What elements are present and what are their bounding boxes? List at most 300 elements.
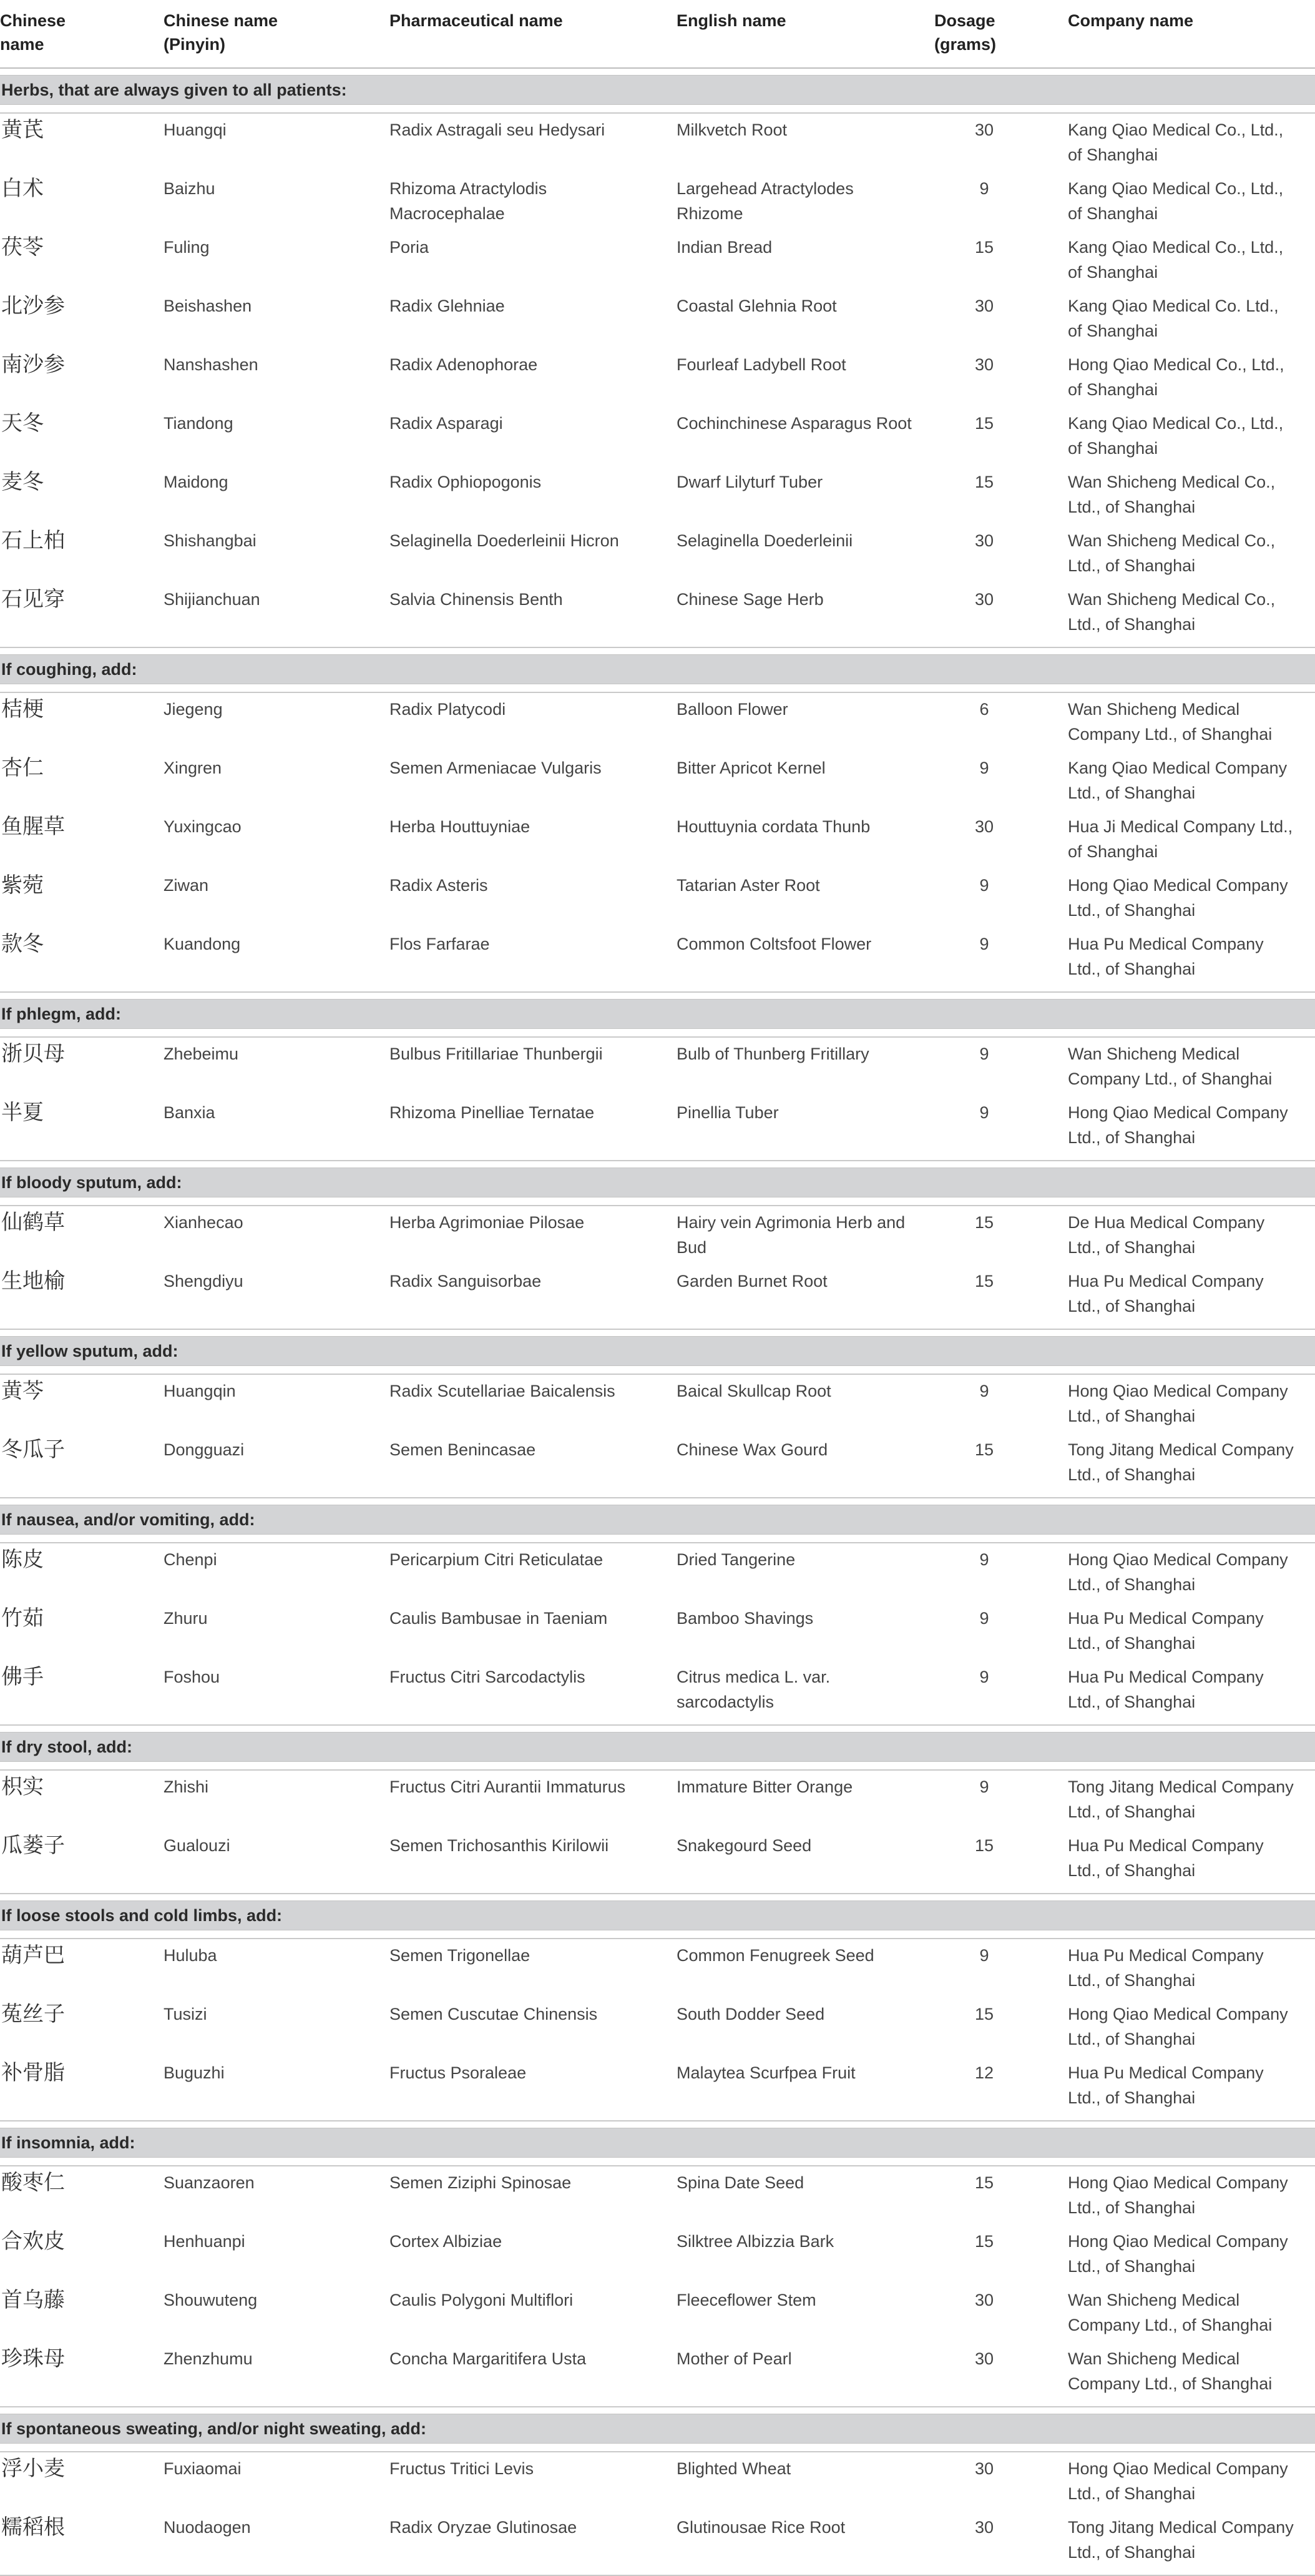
section-gap-row (0, 1366, 1315, 1375)
pharmaceutical-name-cell: Radix Asparagi (389, 414, 503, 433)
spacer-row (0, 1329, 1315, 1337)
company-name-cell: Hong Qiao Medical Company Ltd., of Shanghai (1068, 2232, 1288, 2276)
english-name-cell: Tatarian Aster Root (677, 876, 820, 895)
header-pinyin: Chinese name (Pinyin) (164, 0, 389, 68)
herb-row (0, 407, 1315, 466)
pharmaceutical-name-cell: Radix Asteris (389, 876, 488, 895)
english-name-cell: Dwarf Lilyturf Tuber (677, 473, 823, 491)
chinese-name-cell: 冬瓜子 (1, 1437, 65, 1462)
herb-row (0, 1939, 1315, 1998)
section-title: If yellow sputum, add: (0, 1337, 1315, 1366)
herb-row (0, 810, 1315, 869)
company-name-cell: Kang Qiao Medical Co., Ltd., of Shanghai (1068, 238, 1284, 282)
pinyin-cell: Baizhu (164, 179, 215, 198)
english-name-cell: Glutinousae Rice Root (677, 2518, 846, 2537)
section-gap-cell (0, 2444, 1315, 2452)
english-name-cell: Houttuynia cordata Thunb (677, 817, 871, 836)
spacer-cell (0, 68, 1315, 76)
pinyin-cell: Jiegeng (164, 700, 223, 719)
section-header-row (0, 1168, 1315, 1197)
section-end-cell (0, 2570, 1315, 2575)
english-name-cell: Immature Bitter Orange (677, 1777, 853, 1796)
spacer-row (0, 2407, 1315, 2414)
english-name-cell: Indian Bread (677, 238, 773, 257)
dosage-cell: 15 (974, 1440, 994, 1459)
dosage-cell: 9 (979, 935, 989, 953)
herb-row (0, 1602, 1315, 1661)
dosage-cell: 9 (979, 1550, 989, 1569)
dosage-cell: 15 (974, 238, 994, 257)
pharmaceutical-name-cell: Radix Scutellariae Baicalensis (389, 1382, 615, 1400)
pinyin-cell: Suanzaoren (164, 2173, 255, 2192)
section-gap-cell (0, 1366, 1315, 1375)
chinese-name-cell: 竹茹 (1, 1606, 44, 1631)
company-name-cell: Hua Pu Medical Company Ltd., of Shanghai (1068, 1668, 1264, 1711)
pinyin-cell: Shishangbai (164, 531, 257, 550)
english-name-cell: Chinese Wax Gourd (677, 1440, 828, 1459)
table-body (0, 68, 1315, 2575)
section-end-row (0, 2401, 1315, 2407)
chinese-name-cell: 陈皮 (1, 1547, 44, 1572)
section-gap-cell (0, 1029, 1315, 1038)
section-title: If insomnia, add: (0, 2128, 1315, 2158)
chinese-name-cell: 补骨脂 (1, 2060, 65, 2085)
pinyin-cell: Fuling (164, 238, 210, 257)
pinyin-cell: Gualouzi (164, 1836, 230, 1855)
section-gap-row (0, 1029, 1315, 1038)
section-title: Herbs, that are always given to all patients: (0, 76, 1315, 105)
chinese-name-cell: 石上柏 (1, 528, 65, 553)
dosage-cell: 15 (974, 1272, 994, 1290)
pharmaceutical-name-cell: Semen Cuscutae Chinensis (389, 2005, 598, 2023)
english-name-cell: Fourleaf Ladybell Root (677, 355, 846, 374)
dosage-cell: 30 (974, 2518, 994, 2537)
company-name-cell: Hua Pu Medical Company Ltd., of Shanghai (1068, 1836, 1264, 1880)
dosage-cell: 30 (974, 120, 994, 139)
chinese-name-cell: 桔梗 (1, 697, 44, 722)
section-gap-cell (0, 1762, 1315, 1771)
pinyin-cell: Zhishi (164, 1777, 209, 1796)
chinese-name-cell: 浮小麦 (1, 2456, 65, 2481)
company-name-cell: Hua Pu Medical Company Ltd., of Shanghai (1068, 2063, 1264, 2107)
pinyin-cell: Ziwan (164, 876, 209, 895)
company-name-cell: Tong Jitang Medical Company Ltd., of Shanghai (1068, 1777, 1294, 1821)
pharmaceutical-name-cell: Flos Farfarae (389, 935, 490, 953)
pharmaceutical-name-cell: Radix Adenophorae (389, 355, 538, 374)
dosage-cell: 15 (974, 473, 994, 491)
company-name-cell: De Hua Medical Company Ltd., of Shanghai (1068, 1213, 1265, 1257)
company-name-cell: Hong Qiao Medical Company Ltd., of Shanghai (1068, 876, 1288, 920)
dosage-cell: 9 (979, 876, 989, 895)
section-gap-cell (0, 1535, 1315, 1543)
pinyin-cell: Zhenzhumu (164, 2349, 253, 2368)
section-end-cell (0, 2401, 1315, 2407)
dosage-cell: 6 (979, 700, 989, 719)
english-name-cell: Dried Tangerine (677, 1550, 796, 1569)
pinyin-cell: Shouwuteng (164, 2291, 258, 2309)
section-end-row (0, 2115, 1315, 2121)
pinyin-cell: Fuxiaomai (164, 2459, 242, 2478)
herb-row (0, 692, 1315, 752)
dosage-cell: 9 (979, 1609, 989, 1628)
chinese-name-cell: 鱼腥草 (1, 814, 65, 839)
herb-row (0, 2057, 1315, 2115)
pinyin-cell: Dongguazi (164, 1440, 245, 1459)
section-gap-cell (0, 105, 1315, 114)
english-name-cell: Bitter Apricot Kernel (677, 759, 826, 777)
pinyin-cell: Maidong (164, 473, 228, 491)
dosage-cell: 9 (979, 1045, 989, 1063)
english-name-cell: South Dodder Seed (677, 2005, 825, 2023)
chinese-name-cell: 茯苓 (1, 235, 44, 260)
chinese-name-cell: 紫菀 (1, 873, 44, 898)
pinyin-cell: Nuodaogen (164, 2518, 251, 2537)
section-title: If dry stool, add: (0, 1733, 1315, 1762)
chinese-name-cell: 石见穿 (1, 587, 65, 612)
section-title: If spontaneous sweating, and/or night sweating, add: (0, 2414, 1315, 2444)
pinyin-cell: Huluba (164, 1946, 217, 1965)
dosage-cell: 30 (974, 2459, 994, 2478)
section-gap-row (0, 2158, 1315, 2166)
section-gap-row (0, 1930, 1315, 1939)
pinyin-cell: Zhebeimu (164, 1045, 239, 1063)
section-header-row (0, 1337, 1315, 1366)
english-name-cell: Common Coltsfoot Flower (677, 935, 872, 953)
chinese-name-cell: 合欢皮 (1, 2229, 65, 2254)
pinyin-cell: Buguzhi (164, 2063, 225, 2082)
section-gap-cell (0, 1197, 1315, 1206)
pharmaceutical-name-cell: Concha Margaritifera Usta (389, 2349, 587, 2368)
company-name-cell: Hong Qiao Medical Company Ltd., of Shanghai (1068, 2459, 1288, 2503)
chinese-name-cell: 珍珠母 (1, 2346, 65, 2371)
section-header-row (0, 2128, 1315, 2158)
herb-row (0, 1265, 1315, 1324)
pharmaceutical-name-cell: Fructus Psoraleae (389, 2063, 527, 2082)
header-english-name: English name (677, 0, 934, 68)
pharmaceutical-name-cell: Semen Trichosanthis Kirilowii (389, 1836, 609, 1855)
section-end-row (0, 2570, 1315, 2575)
english-name-cell: Bamboo Shavings (677, 1609, 814, 1628)
english-name-cell: Snakegourd Seed (677, 1836, 812, 1855)
dosage-cell: 9 (979, 1777, 989, 1796)
pharmaceutical-name-cell: Rhizoma Atractylodis Macrocephalae (389, 179, 547, 223)
herb-row (0, 290, 1315, 348)
company-name-cell: Hua Pu Medical Company Ltd., of Shanghai (1068, 1609, 1264, 1653)
section-end-cell (0, 986, 1315, 992)
dosage-cell: 15 (974, 2232, 994, 2251)
herb-row (0, 172, 1315, 231)
herb-row (0, 2452, 1315, 2511)
english-name-cell: Malaytea Scurfpea Fruit (677, 2063, 856, 2082)
chinese-name-cell: 佛手 (1, 1664, 44, 1689)
company-name-cell: Kang Qiao Medical Co. Ltd., of Shanghai (1068, 297, 1279, 340)
spacer-cell (0, 647, 1315, 655)
section-gap-row (0, 105, 1315, 114)
herb-row (0, 1661, 1315, 1719)
english-name-cell: Garden Burnet Root (677, 1272, 828, 1290)
section-title: If loose stools and cold limbs, add: (0, 1901, 1315, 1930)
pinyin-cell: Nanshashen (164, 355, 258, 374)
spacer-row (0, 647, 1315, 655)
english-name-cell: Blighted Wheat (677, 2459, 791, 2478)
pinyin-cell: Xianhecao (164, 1213, 243, 1232)
dosage-cell: 30 (974, 2349, 994, 2368)
herb-row (0, 1543, 1315, 1602)
section-end-cell (0, 1324, 1315, 1329)
spacer-cell (0, 1498, 1315, 1505)
spacer-row (0, 1894, 1315, 1901)
herb-row (0, 1374, 1315, 1433)
herb-row (0, 466, 1315, 524)
section-header-row (0, 76, 1315, 105)
herb-row (0, 1096, 1315, 1155)
herb-row (0, 2166, 1315, 2225)
section-end-row (0, 986, 1315, 992)
pharmaceutical-name-cell: Radix Platycodi (389, 700, 506, 719)
section-end-row (0, 642, 1315, 647)
dosage-cell: 15 (974, 414, 994, 433)
dosage-cell: 30 (974, 590, 994, 609)
section-header-row (0, 2414, 1315, 2444)
pharmaceutical-name-cell: Radix Oryzae Glutinosae (389, 2518, 577, 2537)
herb-row (0, 1037, 1315, 1096)
pharmaceutical-name-cell: Semen Benincasae (389, 1440, 536, 1459)
section-end-cell (0, 1719, 1315, 1725)
chinese-name-cell: 南沙参 (1, 352, 65, 377)
dosage-cell: 30 (974, 355, 994, 374)
spacer-cell (0, 1725, 1315, 1733)
company-name-cell: Hong Qiao Medical Co., Ltd., of Shanghai (1068, 355, 1284, 399)
pharmaceutical-name-cell: Herba Houttuyniae (389, 817, 530, 836)
chinese-name-cell: 生地榆 (1, 1269, 65, 1294)
section-header-row (0, 1000, 1315, 1029)
pinyin-cell: Banxia (164, 1103, 215, 1122)
company-name-cell: Hong Qiao Medical Company Ltd., of Shanghai (1068, 1103, 1288, 1147)
pinyin-cell: Kuandong (164, 935, 241, 953)
pharmaceutical-name-cell: Pericarpium Citri Reticulatae (389, 1550, 604, 1569)
company-name-cell: Wan Shicheng Medical Co., Ltd., of Shanghai (1068, 473, 1276, 516)
section-gap-row (0, 1535, 1315, 1543)
section-header-row (0, 1901, 1315, 1930)
pinyin-cell: Tiandong (164, 414, 233, 433)
company-name-cell: Hua Pu Medical Company Ltd., of Shanghai (1068, 1272, 1264, 1315)
herb-row (0, 583, 1315, 642)
english-name-cell: Selaginella Doederleinii (677, 531, 853, 550)
pharmaceutical-name-cell: Fructus Tritici Levis (389, 2459, 534, 2478)
dosage-cell: 9 (979, 179, 989, 198)
pharmaceutical-name-cell: Radix Glehniae (389, 297, 505, 315)
dosage-cell: 9 (979, 1382, 989, 1400)
table-header (0, 0, 1315, 68)
section-end-row (0, 1888, 1315, 1894)
pharmaceutical-name-cell: Semen Armeniacae Vulgaris (389, 759, 602, 777)
dosage-cell: 30 (974, 817, 994, 836)
pharmaceutical-name-cell: Radix Sanguisorbae (389, 1272, 542, 1290)
header-dosage: Dosage (grams) (934, 0, 1068, 68)
english-name-cell: Cochinchinese Asparagus Root (677, 414, 912, 433)
dosage-cell: 30 (974, 2291, 994, 2309)
pinyin-cell: Xingren (164, 759, 222, 777)
english-name-cell: Mother of Pearl (677, 2349, 792, 2368)
herb-row (0, 1998, 1315, 2057)
company-name-cell: Wan Shicheng Medical Company Ltd., of Shanghai (1068, 2291, 1273, 2334)
company-name-cell: Wan Shicheng Medical Co., Ltd., of Shanghai (1068, 590, 1276, 634)
english-name-cell: Balloon Flower (677, 700, 788, 719)
pharmaceutical-name-cell: Caulis Bambusae in Taeniam (389, 1609, 608, 1628)
spacer-cell (0, 1894, 1315, 1901)
section-title: If coughing, add: (0, 655, 1315, 684)
company-name-cell: Kang Qiao Medical Co., Ltd., of Shanghai (1068, 179, 1284, 223)
dosage-cell: 9 (979, 1103, 989, 1122)
herb-row (0, 2342, 1315, 2401)
section-gap-cell (0, 684, 1315, 693)
section-end-cell (0, 642, 1315, 647)
company-name-cell: Hong Qiao Medical Company Ltd., of Shanghai (1068, 1550, 1288, 1594)
pinyin-cell: Shengdiyu (164, 1272, 243, 1290)
company-name-cell: Kang Qiao Medical Co., Ltd., of Shanghai (1068, 120, 1284, 164)
spacer-row (0, 1725, 1315, 1733)
chinese-name-cell: 酸枣仁 (1, 2170, 65, 2195)
pharmaceutical-name-cell: Rhizoma Pinelliae Ternatae (389, 1103, 595, 1122)
pharmaceutical-name-cell: Cortex Albiziae (389, 2232, 502, 2251)
company-name-cell: Wan Shicheng Medical Company Ltd., of Shanghai (1068, 2349, 1273, 2393)
chinese-name-cell: 半夏 (1, 1100, 44, 1125)
herb-row (0, 524, 1315, 583)
pinyin-cell: Beishashen (164, 297, 252, 315)
dosage-cell: 15 (974, 1836, 994, 1855)
english-name-cell: Pinellia Tuber (677, 1103, 779, 1122)
company-name-cell: Wan Shicheng Medical Co., Ltd., of Shanghai (1068, 531, 1276, 575)
herb-row (0, 2225, 1315, 2284)
pharmaceutical-name-cell: Salvia Chinensis Benth (389, 590, 563, 609)
chinese-name-cell: 杏仁 (1, 755, 44, 780)
section-title: If nausea, and/or vomiting, add: (0, 1505, 1315, 1535)
spacer-cell (0, 2407, 1315, 2414)
herb-row (0, 1433, 1315, 1492)
company-name-cell: Wan Shicheng Medical Company Ltd., of Shanghai (1068, 700, 1273, 744)
section-gap-row (0, 2444, 1315, 2452)
dosage-cell: 12 (974, 2063, 994, 2082)
spacer-row (0, 1161, 1315, 1168)
dosage-cell: 30 (974, 297, 994, 315)
chinese-name-cell: 麦冬 (1, 469, 44, 494)
english-name-cell: Fleeceflower Stem (677, 2291, 816, 2309)
pinyin-cell: Henhuanpi (164, 2232, 245, 2251)
section-end-cell (0, 2115, 1315, 2121)
pharmaceutical-name-cell: Fructus Citri Sarcodactylis (389, 1668, 585, 1686)
dosage-cell: 9 (979, 759, 989, 777)
english-name-cell: Hairy vein Agrimonia Herb and Bud (677, 1213, 906, 1257)
english-name-cell: Common Fenugreek Seed (677, 1946, 874, 1965)
dosage-cell: 9 (979, 1668, 989, 1686)
spacer-cell (0, 1329, 1315, 1337)
herb-row (0, 1770, 1315, 1829)
english-name-cell: Citrus medica L. var. sarcodactylis (677, 1668, 831, 1711)
dosage-cell: 9 (979, 1946, 989, 1965)
company-name-cell: Hua Pu Medical Company Ltd., of Shanghai (1068, 1946, 1264, 1990)
herb-row (0, 348, 1315, 407)
pharmaceutical-name-cell: Herba Agrimoniae Pilosae (389, 1213, 585, 1232)
herb-row (0, 928, 1315, 986)
company-name-cell: Hong Qiao Medical Company Ltd., of Shanghai (1068, 1382, 1288, 1425)
company-name-cell: Hong Qiao Medical Company Ltd., of Shanghai (1068, 2005, 1288, 2048)
herb-row (0, 1206, 1315, 1265)
chinese-name-cell: 仙鹤草 (1, 1210, 65, 1235)
chinese-name-cell: 菟丝子 (1, 2002, 65, 2027)
section-end-cell (0, 1888, 1315, 1894)
pharmaceutical-name-cell: Radix Ophiopogonis (389, 473, 542, 491)
spacer-cell (0, 2121, 1315, 2128)
english-name-cell: Baical Skullcap Root (677, 1382, 831, 1400)
pinyin-cell: Zhuru (164, 1609, 208, 1628)
header-chinese-name: Chinese name (0, 0, 164, 68)
section-end-row (0, 1324, 1315, 1329)
section-header-row (0, 1505, 1315, 1535)
herb-row (0, 869, 1315, 928)
section-title: If bloody sputum, add: (0, 1168, 1315, 1197)
section-header-row (0, 655, 1315, 684)
chinese-name-cell: 浙贝母 (1, 1041, 65, 1066)
chinese-name-cell: 葫芦巴 (1, 1943, 65, 1968)
section-gap-row (0, 1762, 1315, 1771)
section-title: If phlegm, add: (0, 1000, 1315, 1029)
company-name-cell: Tong Jitang Medical Company Ltd., of Shanghai (1068, 1440, 1294, 1484)
pinyin-cell: Huangqin (164, 1382, 236, 1400)
chinese-name-cell: 糯稻根 (1, 2515, 65, 2540)
english-name-cell: Spina Date Seed (677, 2173, 804, 2192)
chinese-name-cell: 黄芩 (1, 1379, 44, 1404)
section-end-row (0, 1719, 1315, 1725)
company-name-cell: Hong Qiao Medical Company Ltd., of Shanghai (1068, 2173, 1288, 2217)
company-name-cell: Wan Shicheng Medical Company Ltd., of Shanghai (1068, 1045, 1273, 1088)
section-gap-row (0, 684, 1315, 693)
english-name-cell: Bulb of Thunberg Fritillary (677, 1045, 869, 1063)
company-name-cell: Hua Ji Medical Company Ltd., of Shanghai (1068, 817, 1293, 861)
herb-row (0, 2511, 1315, 2570)
company-name-cell: Kang Qiao Medical Company Ltd., of Shanghai (1068, 759, 1288, 802)
english-name-cell: Largehead Atractylodes Rhizome (677, 179, 854, 223)
dosage-cell: 15 (974, 2173, 994, 2192)
english-name-cell: Chinese Sage Herb (677, 590, 824, 609)
header-company-name: Company name (1068, 0, 1315, 68)
section-gap-cell (0, 1930, 1315, 1939)
pharmaceutical-name-cell: Poria (389, 238, 429, 257)
chinese-name-cell: 天冬 (1, 411, 44, 436)
spacer-cell (0, 1161, 1315, 1168)
pinyin-cell: Foshou (164, 1668, 220, 1686)
company-name-cell: Kang Qiao Medical Co., Ltd., of Shanghai (1068, 414, 1284, 458)
herb-row (0, 231, 1315, 290)
header-row (0, 0, 1315, 68)
section-header-row (0, 1733, 1315, 1762)
pharmaceutical-name-cell: Selaginella Doederleinii Hicron (389, 531, 619, 550)
pharmaceutical-name-cell: Radix Astragali seu Hedysari (389, 120, 605, 139)
company-name-cell: Tong Jitang Medical Company Ltd., of Shanghai (1068, 2518, 1294, 2562)
section-gap-row (0, 1197, 1315, 1206)
section-end-cell (0, 1492, 1315, 1498)
herb-row (0, 752, 1315, 810)
pharmaceutical-name-cell: Fructus Citri Aurantii Immaturus (389, 1777, 626, 1796)
section-end-row (0, 1492, 1315, 1498)
spacer-row (0, 68, 1315, 76)
pinyin-cell: Yuxingcao (164, 817, 242, 836)
chinese-name-cell: 首乌藤 (1, 2288, 65, 2313)
dosage-cell: 30 (974, 531, 994, 550)
spacer-row (0, 992, 1315, 1000)
pinyin-cell: Chenpi (164, 1550, 217, 1569)
herb-row (0, 2284, 1315, 2342)
herb-row (0, 1829, 1315, 1888)
